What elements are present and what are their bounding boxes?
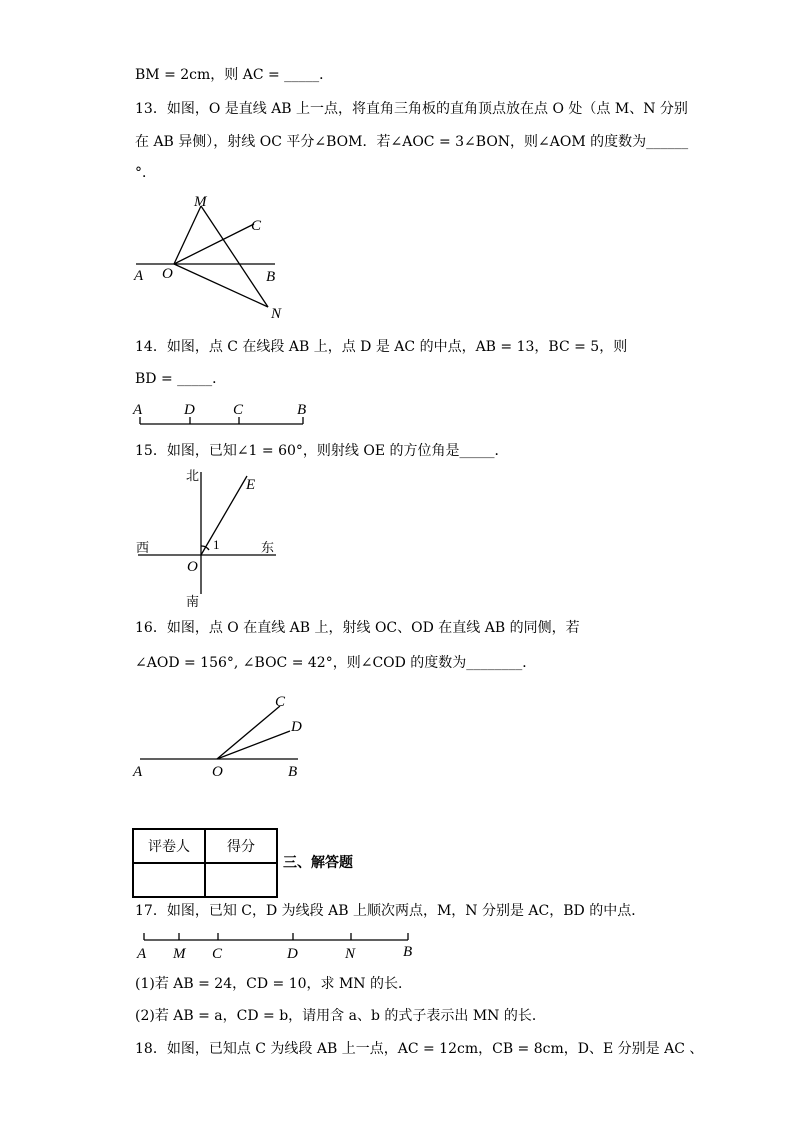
q13-line-3: °． xyxy=(135,165,156,181)
fig13-label-m: M xyxy=(194,194,207,210)
fig15-label-e: E xyxy=(246,477,256,493)
fig15-label-south: 南 xyxy=(186,595,200,610)
fig13-label-c: C xyxy=(251,218,262,234)
q12-answer-line: BM = 2cm，则 AC = _____． xyxy=(135,67,334,83)
figure-14 xyxy=(128,396,318,436)
q16-line-1: 16．如图，点 O 在直线 AB 上，射线 OC、OD 在直线 AB 的同侧，若 xyxy=(135,620,580,636)
fig14-label-b: B xyxy=(297,402,307,418)
q17-part-1: (1)若 AB = 24，CD = 10，求 MN 的长． xyxy=(135,976,412,992)
score-header: 得分 xyxy=(205,829,277,863)
fig17-label-c: C xyxy=(212,946,223,962)
q17-line: 17．如图，已知 C，D 为线段 AB 上顺次两点，M，N 分别是 AC，BD 的中点． xyxy=(135,903,646,919)
score-cell xyxy=(205,863,277,897)
fig14-label-c: C xyxy=(233,402,244,418)
q17-part-2: (2)若 AB = a，CD = b，请用含 a、b 的式子表示出 MN 的长． xyxy=(135,1008,546,1024)
q15-line: 15．如图，已知∠1 = 60°，则射线 OE 的方位角是_____． xyxy=(135,443,509,459)
fig17-label-m: M xyxy=(173,946,186,962)
q13-line-1: 13．如图，O 是直线 AB 上一点，将直角三角板的直角顶点放在点 O 处（点 M、N 分别 xyxy=(135,101,688,117)
fig17-label-n: N xyxy=(345,946,356,962)
fig15-label-o: O xyxy=(187,559,198,575)
q14-line-2: BD = _____． xyxy=(135,371,227,387)
fig13-label-n: N xyxy=(271,306,282,322)
fig17-label-a: A xyxy=(137,946,147,962)
figure-13 xyxy=(128,188,298,323)
reviewer-cell xyxy=(133,863,205,897)
fig13-label-b: B xyxy=(266,269,276,285)
fig14-label-d: D xyxy=(184,402,195,418)
fig15-label-angle: 1 xyxy=(213,537,220,552)
q14-line-1: 14．如图，点 C 在线段 AB 上，点 D 是 AC 的中点，AB = 13，BC = 5，则 xyxy=(135,339,628,355)
fig13-label-a: A xyxy=(134,268,144,284)
figure-16 xyxy=(128,690,308,782)
q16-line-2: ∠AOD = 156°, ∠BOC = 42°，则∠COD 的度数为________． xyxy=(135,655,537,671)
q18-line: 18．如图，已知点 C 为线段 AB 上一点，AC = 12cm，CB = 8cm，D、E 分别是 AC 、 xyxy=(135,1041,704,1057)
fig16-label-o: O xyxy=(212,764,223,780)
fig16-label-c: C xyxy=(275,694,286,710)
fig15-label-west: 西 xyxy=(136,541,150,556)
fig16-label-d: D xyxy=(291,719,302,735)
q13-line-2: 在 AB 异侧），射线 OC 平分∠BOM．若∠AOC = 3∠BON，则∠AOM 的度数为______ xyxy=(135,134,689,150)
reviewer-header: 评卷人 xyxy=(133,829,205,863)
fig14-label-a: A xyxy=(133,402,143,418)
figure-17 xyxy=(128,925,428,965)
fig17-label-b: B xyxy=(403,944,413,960)
fig16-label-a: A xyxy=(133,764,143,780)
fig17-label-d: D xyxy=(287,946,298,962)
section-title: 三、解答题 xyxy=(283,855,353,871)
fig16-label-b: B xyxy=(288,764,298,780)
fig13-label-o: O xyxy=(162,266,173,282)
score-table xyxy=(132,828,278,898)
fig15-label-east: 东 xyxy=(261,541,275,556)
fig15-label-north: 北 xyxy=(186,469,200,484)
figure-15 xyxy=(128,462,298,612)
